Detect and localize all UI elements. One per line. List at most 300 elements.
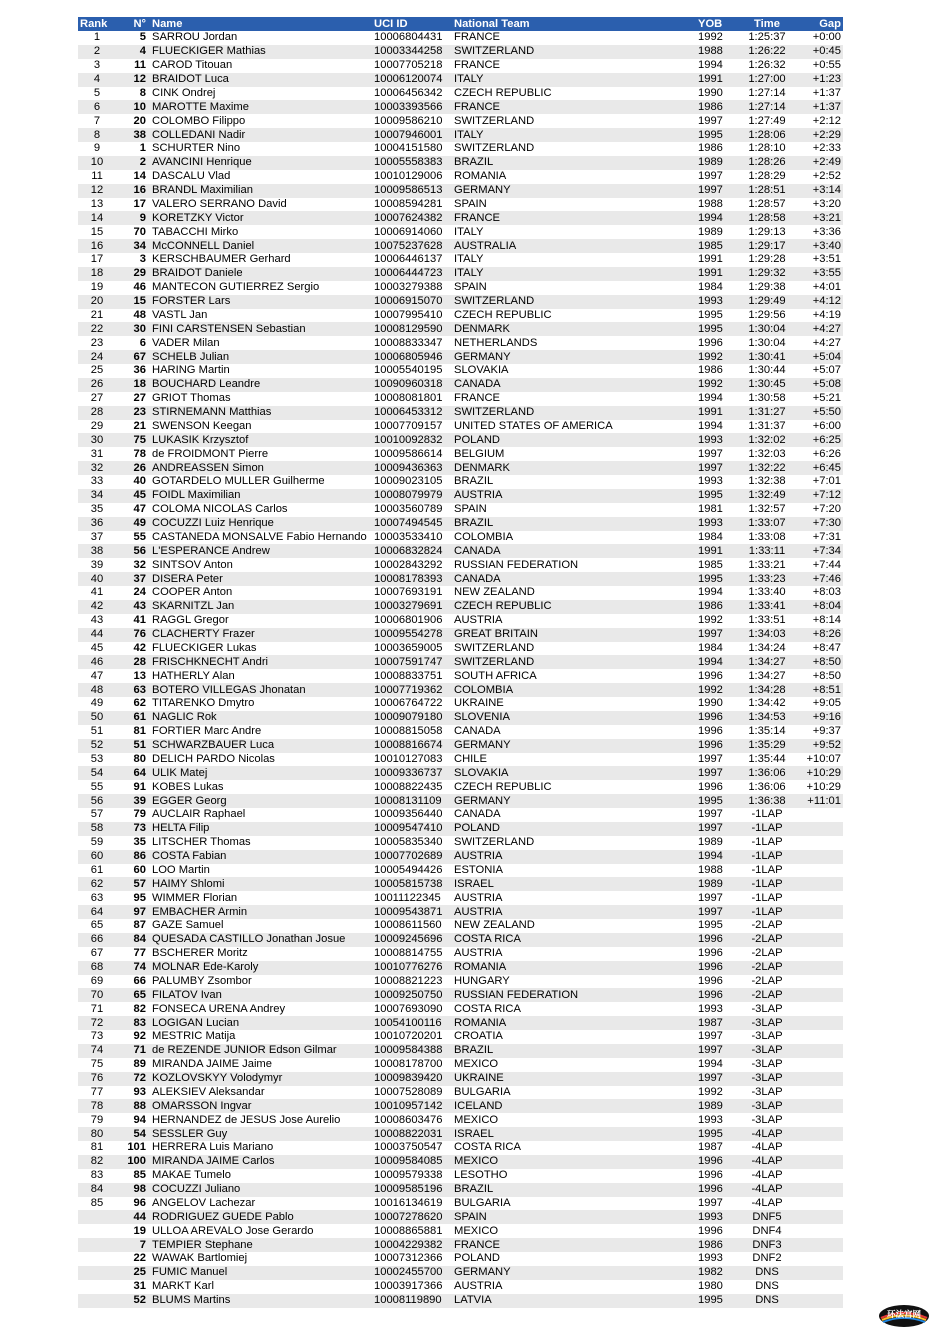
table-row	[78, 170, 843, 184]
cell-gap: +3:21	[798, 211, 843, 225]
cell-national-team: ROMANIA	[452, 961, 696, 975]
cell-gap: +9:05	[812, 697, 841, 710]
cell-yob: 1984	[698, 641, 723, 654]
cell-name: MANTECON GUTIERREZ Sergio	[152, 281, 320, 294]
cell-name: PALUMBY Zsombor	[152, 974, 252, 987]
cell-gap	[798, 1252, 843, 1266]
cell-bib-number: 91	[133, 780, 146, 793]
cell-national-team: UKRAINE	[452, 1072, 696, 1086]
cell-national-team: POLAND	[452, 822, 696, 836]
cell-bib-number: 52	[116, 1294, 150, 1308]
cell-national-team: AUSTRIA	[452, 905, 696, 919]
table-row	[78, 683, 843, 697]
cell-yob: 1996	[696, 1155, 736, 1169]
cell-national-team: MEXICO	[454, 1113, 499, 1126]
cell-national-team: BRAZIL	[452, 156, 696, 170]
cell-gap	[798, 975, 843, 989]
cell-name: EGGER Georg	[150, 794, 372, 808]
cell-rank: 77	[90, 1085, 104, 1098]
cell-time: -4LAP	[751, 1169, 783, 1182]
cell-national-team: SWITZERLAND	[452, 655, 696, 669]
cell-bib-number: 39	[116, 794, 150, 808]
cell-bib-number: 36	[133, 364, 146, 377]
cell-time: 1:28:29	[748, 170, 786, 183]
cell-uci-id: 10090960318	[372, 378, 452, 392]
cell-rank: 17	[90, 253, 104, 266]
table-row	[78, 697, 843, 711]
cell-national-team: MEXICO	[454, 1224, 499, 1237]
cell-uci-id: 10008603476	[374, 1113, 443, 1126]
cell-name: SCHURTER Nino	[152, 142, 241, 155]
table-row	[78, 281, 843, 295]
cell-name: RAGGL Gregor	[152, 614, 229, 627]
cell-uci-id: 10007693191	[374, 586, 443, 599]
table-row	[78, 1266, 843, 1280]
header-bib-number: N°	[116, 17, 150, 31]
cell-rank: 45	[90, 641, 104, 654]
cell-uci-id: 10003279691	[372, 600, 452, 614]
cell-national-team: UKRAINE	[454, 697, 504, 710]
cell-time: DNF3	[736, 1238, 798, 1252]
cell-rank: 55	[90, 780, 104, 793]
cell-bib-number: 70	[133, 225, 146, 238]
cell-gap	[798, 822, 843, 836]
cell-time: DNS	[736, 1294, 798, 1308]
cell-bib-number: 2	[116, 156, 150, 170]
cell-uci-id: 10005558383	[372, 156, 452, 170]
header-row	[78, 17, 843, 31]
cell-rank	[78, 1238, 116, 1252]
header-national-team: National Team	[452, 17, 696, 31]
table-row	[78, 59, 843, 73]
cell-rank: 33	[90, 475, 104, 488]
cell-uci-id: 10008822435	[374, 780, 443, 793]
cell-time: -4LAP	[751, 1196, 783, 1209]
cell-national-team: ITALY	[454, 225, 484, 238]
cell-time: 1:30:04	[736, 322, 798, 336]
table-row	[78, 919, 843, 933]
cell-gap	[798, 877, 843, 891]
cell-time: -3LAP	[736, 1099, 798, 1113]
cell-yob: 1990	[698, 86, 723, 99]
cell-name: COOPER Anton	[152, 586, 233, 599]
table-row	[78, 184, 843, 198]
cell-rank: 10	[78, 156, 116, 170]
cell-yob: 1991	[696, 406, 736, 420]
cell-time: -3LAP	[751, 1085, 783, 1098]
cell-time: 1:30:45	[736, 378, 798, 392]
cell-gap	[798, 1044, 843, 1058]
cell-yob: 1996	[698, 1169, 723, 1182]
cell-yob: 1995	[696, 794, 736, 808]
table-row	[78, 309, 843, 323]
cell-name: VASTL Jan	[152, 308, 208, 321]
cell-name: KORETZKY Victor	[150, 211, 372, 225]
cell-national-team: SOUTH AFRICA	[454, 669, 537, 682]
table-row	[78, 267, 843, 281]
cell-time: -1LAP	[736, 822, 798, 836]
cell-rank	[78, 1294, 116, 1308]
cell-uci-id: 10003393566	[372, 100, 452, 114]
table-row	[78, 1141, 843, 1155]
cell-yob: 1988	[698, 197, 723, 210]
cell-time: -2LAP	[751, 974, 783, 987]
site-logo-text: 环法宫网	[886, 1310, 922, 1320]
cell-yob: 1989	[696, 877, 736, 891]
cell-time: -3LAP	[736, 1016, 798, 1030]
cell-time: 1:35:29	[736, 739, 798, 753]
cell-uci-id: 10009543871	[372, 905, 452, 919]
cell-bib-number: 47	[133, 503, 146, 516]
cell-yob: 1993	[696, 517, 736, 531]
table-row	[78, 1224, 843, 1238]
cell-yob: 1992	[696, 378, 736, 392]
cell-uci-id: 10006801906	[374, 614, 443, 627]
cell-bib-number: 82	[133, 1002, 146, 1015]
cell-rank: 28	[78, 406, 116, 420]
cell-gap: +1:23	[798, 73, 843, 87]
table-row	[78, 1113, 843, 1127]
cell-time: DNF5	[736, 1210, 798, 1224]
cell-national-team: RUSSIAN FEDERATION	[454, 558, 579, 571]
cell-national-team: COLOMBIA	[454, 530, 514, 543]
cell-yob: 1989	[696, 1099, 736, 1113]
cell-national-team: AUSTRIA	[452, 489, 696, 503]
cell-time: 1:27:14	[736, 100, 798, 114]
cell-name: BOTERO VILLEGAS Jhonatan	[150, 683, 372, 697]
table-row	[78, 850, 843, 864]
cell-rank: 81	[90, 1141, 104, 1154]
cell-gap: +2:49	[798, 156, 843, 170]
cell-gap	[798, 905, 843, 919]
cell-time: -1LAP	[736, 850, 798, 864]
cell-yob: 1995	[696, 1127, 736, 1141]
cell-name: TEMPIER Stephane	[150, 1238, 372, 1252]
cell-gap: +4:12	[798, 295, 843, 309]
cell-gap: +5:08	[798, 378, 843, 392]
cell-rank: 78	[78, 1099, 116, 1113]
cell-time: 1:34:53	[736, 711, 798, 725]
cell-rank: 52	[78, 739, 116, 753]
cell-gap: +10:29	[806, 780, 841, 793]
cell-gap: +4:27	[798, 322, 843, 336]
cell-time: -1LAP	[736, 877, 798, 891]
cell-rank: 69	[90, 974, 104, 987]
cell-gap: +7:20	[812, 503, 841, 516]
cell-rank: 31	[90, 447, 104, 460]
cell-rank: 67	[90, 947, 104, 960]
cell-national-team: BRAZIL	[454, 475, 494, 488]
cell-gap	[798, 1210, 843, 1224]
cell-national-team: UNITED STATES OF AMERICA	[454, 419, 613, 432]
cell-uci-id: 10009839420	[372, 1072, 452, 1086]
cell-uci-id: 10008131109	[372, 794, 452, 808]
cell-yob: 1996	[696, 933, 736, 947]
cell-time: 1:28:57	[748, 197, 786, 210]
cell-uci-id: 10007709157	[374, 419, 443, 432]
cell-rank: 12	[78, 184, 116, 198]
cell-national-team: ESTONIA	[454, 863, 503, 876]
table-row	[78, 544, 843, 558]
cell-gap	[798, 1155, 843, 1169]
cell-yob: 1997	[696, 184, 736, 198]
cell-name: de REZENDE JUNIOR Edson Gilmar	[150, 1044, 372, 1058]
cell-bib-number: 22	[133, 1252, 146, 1265]
cell-gap: +2:12	[812, 114, 841, 127]
cell-uci-id: 10007693090	[374, 1002, 443, 1015]
cell-rank: 65	[90, 919, 104, 932]
table-row	[78, 1155, 843, 1169]
table-row	[78, 642, 843, 656]
cell-uci-id: 10009586513	[372, 184, 452, 198]
cell-uci-id: 10003659005	[374, 641, 443, 654]
cell-rank: 19	[90, 281, 104, 294]
cell-name: HERNANDEZ de JESUS Jose Aurelio	[152, 1113, 341, 1126]
table-row	[78, 364, 843, 378]
cell-bib-number: 15	[116, 295, 150, 309]
cell-rank: 5	[93, 86, 101, 99]
header-rank: Rank	[78, 17, 116, 31]
cell-national-team: AUSTRALIA	[452, 239, 696, 253]
cell-time: 1:32:22	[736, 461, 798, 475]
table-row	[78, 1294, 843, 1308]
cell-yob: 1996	[696, 1183, 736, 1197]
cell-yob: 1993	[696, 1210, 736, 1224]
cell-uci-id: 10006915070	[372, 295, 452, 309]
cell-uci-id: 10003750547	[374, 1141, 443, 1154]
cell-name: FORTIER Marc Andre	[152, 725, 262, 738]
cell-bib-number: 20	[133, 114, 146, 127]
cell-national-team: RUSSIAN FEDERATION	[452, 988, 696, 1002]
cell-name: GAZE Samuel	[152, 919, 224, 932]
table-row	[78, 336, 843, 350]
cell-national-team: CHILE	[454, 752, 487, 765]
cell-name: OMARSSON Ingvar	[150, 1099, 372, 1113]
cell-rank: 47	[90, 669, 104, 682]
cell-yob: 1997	[696, 461, 736, 475]
cell-yob: 1996	[696, 739, 736, 753]
table-row	[78, 378, 843, 392]
cell-national-team: ITALY	[454, 253, 484, 266]
cell-yob: 1986	[696, 1238, 736, 1252]
cell-yob: 1997	[698, 114, 723, 127]
cell-national-team: BRAZIL	[452, 517, 696, 531]
cell-rank: 11	[91, 170, 103, 183]
cell-national-team: SWITZERLAND	[454, 142, 535, 155]
cell-name: DASCALU Vlad	[152, 170, 231, 183]
cell-rank: 34	[78, 489, 116, 503]
cell-gap	[798, 1266, 843, 1280]
cell-name: AUCLAIR Raphael	[152, 808, 246, 821]
table-row	[78, 433, 843, 447]
cell-yob: 1994	[698, 1058, 723, 1071]
cell-national-team: LESOTHO	[454, 1169, 508, 1182]
cell-national-team: SWITZERLAND	[452, 45, 696, 59]
table-row	[78, 975, 843, 989]
cell-time: 1:33:40	[748, 586, 786, 599]
cell-uci-id: 10008611560	[374, 919, 442, 932]
cell-uci-id: 10007702689	[372, 850, 452, 864]
cell-rank: 82	[78, 1155, 116, 1169]
cell-bib-number: 16	[116, 184, 150, 198]
cell-bib-number: 54	[116, 1127, 150, 1141]
cell-bib-number: 17	[133, 197, 146, 210]
cell-national-team: COSTA RICA	[454, 1141, 521, 1154]
cell-rank: 6	[78, 100, 116, 114]
cell-time: 1:35:44	[748, 752, 786, 765]
cell-bib-number: 93	[133, 1085, 146, 1098]
cell-bib-number: 66	[133, 974, 146, 987]
cell-rank: 71	[90, 1002, 104, 1015]
cell-name: SARROU Jordan	[152, 31, 238, 44]
cell-name: AVANCINI Henrique	[150, 156, 372, 170]
cell-yob: 1985	[696, 239, 736, 253]
cell-bib-number: 87	[133, 919, 146, 932]
cell-yob: 1995	[696, 572, 736, 586]
cell-yob: 1995	[698, 919, 723, 932]
cell-yob: 1995	[696, 489, 736, 503]
cell-time: -1LAP	[751, 836, 783, 849]
cell-bib-number: 62	[133, 697, 146, 710]
cell-uci-id: 10010776276	[372, 961, 452, 975]
cell-name: SWENSON Keegan	[152, 419, 252, 432]
cell-time: 1:32:38	[748, 475, 786, 488]
cell-gap: +8:04	[798, 600, 843, 614]
cell-time: 1:34:42	[748, 697, 786, 710]
cell-rank: 57	[90, 808, 104, 821]
cell-rank: 61	[90, 863, 104, 876]
cell-bib-number: 92	[133, 1030, 146, 1043]
cell-gap	[798, 1197, 843, 1211]
cell-national-team: GERMANY	[452, 739, 696, 753]
cell-national-team: NETHERLANDS	[454, 336, 538, 349]
cell-uci-id: 10010129006	[374, 170, 443, 183]
cell-gap: +3:55	[798, 267, 843, 281]
cell-name: MAROTTE Maxime	[150, 100, 372, 114]
cell-name: BRANDL Maximilian	[150, 184, 372, 198]
cell-gap: +2:52	[812, 170, 841, 183]
table-row	[78, 253, 843, 267]
cell-yob: 1996	[696, 988, 736, 1002]
cell-name: RODRIGUEZ GUEDE Pablo	[150, 1210, 372, 1224]
cell-gap	[798, 1238, 843, 1252]
cell-time: 1:28:26	[736, 156, 798, 170]
cell-national-team: COSTA RICA	[454, 1002, 521, 1015]
cell-national-team: AUSTRIA	[454, 1280, 503, 1293]
cell-name: LUKASIK Krzysztof	[150, 433, 372, 447]
cell-time: 1:33:51	[748, 614, 786, 627]
cell-gap: +10:29	[798, 766, 843, 780]
cell-rank	[78, 1266, 116, 1280]
cell-rank: 54	[78, 766, 116, 780]
cell-bib-number: 32	[133, 558, 146, 571]
cell-national-team: SLOVENIA	[452, 711, 696, 725]
cell-gap: +1:37	[812, 86, 841, 99]
cell-bib-number: 76	[116, 628, 150, 642]
cell-yob: 1997	[698, 1196, 723, 1209]
cell-gap: +7:12	[798, 489, 843, 503]
cell-rank: 41	[90, 586, 104, 599]
cell-national-team: SWITZERLAND	[454, 114, 535, 127]
cell-name: COLOMBO Filippo	[152, 114, 246, 127]
cell-gap: +8:47	[812, 641, 841, 654]
cell-time: 1:33:21	[748, 558, 786, 571]
cell-yob: 1997	[696, 822, 736, 836]
cell-uci-id: 10007312366	[374, 1252, 443, 1265]
cell-national-team: ISRAEL	[452, 877, 696, 891]
cell-name: COLLEDANI Nadir	[150, 128, 372, 142]
cell-national-team: CZECH REPUBLIC	[454, 86, 552, 99]
cell-yob: 1984	[698, 530, 723, 543]
cell-rank: 13	[90, 197, 104, 210]
table-row	[78, 933, 843, 947]
cell-gap	[798, 1016, 843, 1030]
cell-uci-id: 10004151580	[374, 142, 443, 155]
cell-rank: 74	[78, 1044, 116, 1058]
cell-uci-id: 10008178393	[372, 572, 452, 586]
cell-uci-id: 10008821223	[374, 974, 443, 987]
cell-uci-id: 10009584388	[372, 1044, 452, 1058]
cell-yob: 1987	[698, 1141, 723, 1154]
cell-bib-number: 3	[139, 253, 146, 266]
cell-yob: 1981	[698, 503, 723, 516]
cell-time: DNS	[755, 1280, 779, 1293]
cell-yob: 1989	[696, 156, 736, 170]
cell-name: FLUECKIGER Mathias	[150, 45, 372, 59]
cell-uci-id: 10003533410	[374, 530, 443, 543]
cell-time: -3LAP	[751, 1113, 783, 1126]
cell-rank: 73	[90, 1030, 104, 1043]
cell-name: BOUCHARD Leandre	[150, 378, 372, 392]
cell-time: 1:29:32	[736, 267, 798, 281]
cell-time: 1:27:00	[736, 73, 798, 87]
cell-time: 1:32:49	[736, 489, 798, 503]
cell-time: -2LAP	[751, 947, 783, 960]
table-row	[78, 475, 843, 489]
cell-time: 1:28:10	[748, 142, 786, 155]
cell-time: 1:28:58	[736, 211, 798, 225]
cell-time: -1LAP	[751, 808, 783, 821]
cell-rank: 85	[90, 1196, 104, 1209]
cell-gap	[798, 1294, 843, 1308]
table-row	[78, 461, 843, 475]
cell-name: CINK Ondrej	[152, 86, 216, 99]
cell-bib-number: 6	[139, 336, 146, 349]
cell-uci-id: 10009245696	[372, 933, 452, 947]
cell-national-team: SPAIN	[454, 503, 487, 516]
cell-uci-id: 10009356440	[374, 808, 443, 821]
cell-uci-id: 10008079979	[372, 489, 452, 503]
cell-bib-number: 81	[133, 725, 146, 738]
cell-bib-number: 83	[116, 1016, 150, 1030]
cell-bib-number: 1	[139, 142, 146, 155]
cell-bib-number: 31	[133, 1280, 146, 1293]
cell-yob: 1994	[696, 850, 736, 864]
table-row	[78, 864, 843, 878]
cell-gap	[798, 933, 843, 947]
table-row	[78, 961, 843, 975]
cell-rank: 9	[93, 142, 101, 155]
cell-national-team: GERMANY	[452, 794, 696, 808]
cell-rank: 7	[93, 114, 101, 127]
cell-rank: 1	[93, 31, 101, 44]
cell-national-team: SWITZERLAND	[452, 295, 696, 309]
cell-yob: 1997	[696, 628, 736, 642]
cell-national-team: COSTA RICA	[452, 933, 696, 947]
cell-gap: +9:52	[798, 739, 843, 753]
cell-yob: 1997	[696, 1044, 736, 1058]
cell-time: 1:27:49	[748, 114, 786, 127]
